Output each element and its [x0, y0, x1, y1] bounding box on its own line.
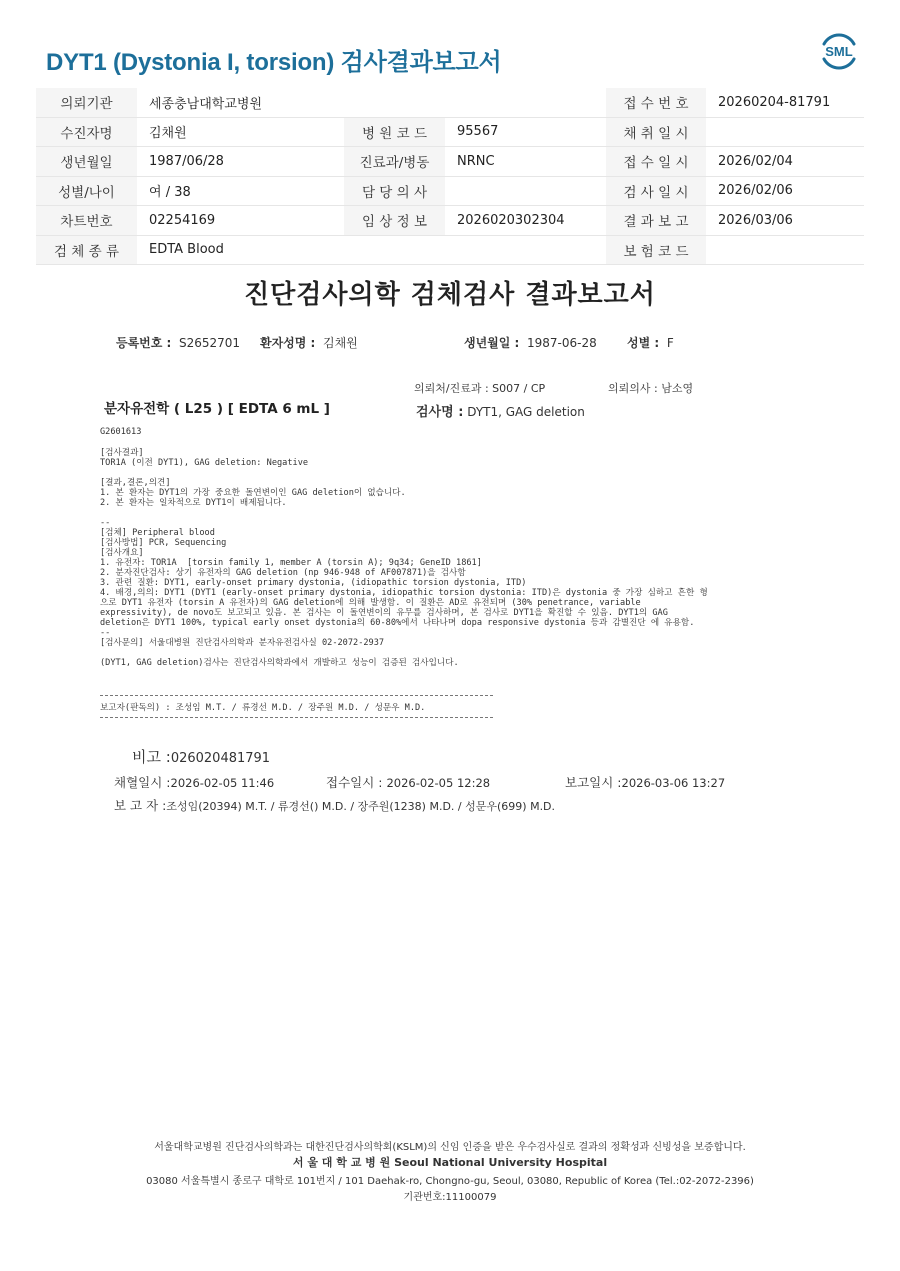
info-label: 접 수 일 시 [606, 147, 706, 177]
report-datetime: 보고일시 :2026-03-06 13:27 [565, 775, 726, 790]
info-label: 진료과/병동 [344, 147, 445, 177]
body-line: 1. 유전자: TOR1A [torsin family 1, member A (torsin A); 9q34; GeneID 1861] [100, 558, 482, 568]
info-label: 검 사 일 시 [606, 176, 706, 206]
test-name: 검사명 : DYT1, GAG deletion [416, 405, 585, 420]
info-label: 결 과 보 고 [606, 206, 706, 236]
body-line: 4. 배경,의의: DYT1 (DYT1 (early-onset primary dystonia, idiopathic torsion dystonia: ITD)은 dystonia 중 가장 심하고 흔한 형 [100, 588, 708, 598]
info-value: 20260204-81791 [706, 88, 864, 117]
info-value: 2026020302304 [445, 206, 606, 236]
sml-logo [818, 30, 860, 72]
footer-address: 03080 서울특별시 종로구 대학로 101번지 / 101 Daehak-ro, Chongno-gu, Seoul, 03080, Republic of Korea (Tel.:02-2072-2396) [146, 1176, 754, 1187]
body-line: [검체] Peripheral blood [100, 528, 215, 538]
referring-doctor: 의뢰의사 : 남소영 [608, 382, 694, 395]
info-label: 임 상 정 보 [344, 206, 445, 236]
collection-datetime: 채혈일시 :2026-02-05 11:46 [114, 775, 275, 790]
info-label: 담 당 의 사 [344, 176, 445, 206]
birth-date: 생년월일 : 1987-06-28 [464, 336, 597, 350]
info-label [344, 88, 445, 117]
svg-text:SML: SML [825, 44, 853, 59]
info-label: 보 험 코 드 [606, 235, 706, 265]
info-label: 병 원 코 드 [344, 117, 445, 147]
info-value: EDTA Blood [137, 235, 344, 265]
info-value [445, 176, 606, 206]
info-value: 세종충남대학교병원 [137, 88, 344, 117]
info-row [36, 88, 864, 117]
info-label: 수진자명 [36, 117, 137, 147]
info-row [36, 235, 864, 265]
reporter-line: 보 고 자 :조성임(20394) M.T. / 류경선() M.D. / 장주원(1238) M.D. / 성문우(699) M.D. [114, 798, 556, 813]
body-line: 으로 DYT1 유전자 (torsin A 유전자)의 GAG deletion에 의해 발생함. 이 질환은 AD로 유전되며 (30% penetrance, variable [100, 598, 641, 608]
registration-number: 등록번호 : S2652701 [116, 336, 241, 350]
info-value [445, 88, 606, 117]
divider-bottom [100, 717, 493, 718]
info-label [344, 235, 445, 265]
info-label: 검 체 종 류 [36, 235, 137, 265]
info-row [36, 206, 864, 236]
info-value: 95567 [445, 117, 606, 147]
info-value: 2026/03/06 [706, 206, 864, 236]
reporters-line: 보고자(판독의) : 조성임 M.T. / 류경선 M.D. / 장주원 M.D. / 성문우 M.D. [100, 703, 426, 713]
report-title: 진단검사의학 검체검사 결과보고서 [244, 280, 656, 310]
info-row [36, 176, 864, 206]
body-line: expressivity), de novo도 보고되고 있음. 본 검사는 이 돌연변이의 유무를 검사하며, 본 검사로 DYT1을 확진할 수 있음. DYT1의 GAG [100, 608, 668, 618]
info-value [706, 235, 864, 265]
sample-id: G2601613 [100, 427, 142, 437]
info-value: 2026/02/04 [706, 147, 864, 177]
info-label: 의뢰기관 [36, 88, 137, 117]
body-line: [검사방법] PCR, Sequencing [100, 538, 227, 548]
body-line: -- [100, 628, 111, 638]
info-value: 02254169 [137, 206, 344, 236]
receipt-datetime: 접수일시 : 2026-02-05 12:28 [326, 775, 491, 790]
body-line: 1. 본 환자는 DYT1의 가장 중요한 돌연변이인 GAG deletion이 없습니다. [100, 488, 406, 498]
info-row [36, 147, 864, 177]
body-line: [검사결과] [100, 448, 144, 458]
info-value: 2026/02/06 [706, 176, 864, 206]
body-line: deletion은 DYT1 100%, typical early onset dystonia의 60-80%에서 나타나며 dopa responsive dystonia 등과 감별진단 에 유용함. [100, 618, 695, 628]
footer-hospital-name: 서 울 대 학 교 병 원 Seoul National University Hospital [292, 1156, 608, 1169]
info-label: 생년월일 [36, 147, 137, 177]
body-line: 2. 본 환자는 일차적으로 DYT1이 배제됩니다. [100, 498, 287, 508]
info-value [706, 117, 864, 147]
info-row [36, 117, 864, 147]
remark: 비고 :026020481791 [132, 748, 271, 766]
body-line: 3. 관련 질환: DYT1, early-onset primary dystonia, (idiopathic torsion dystonia, ITD) [100, 578, 527, 588]
info-label: 접 수 번 호 [606, 88, 706, 117]
referral-dept: 의뢰처/진료과 : S007 / CP [414, 382, 546, 395]
footer-certification: 서울대학교병원 진단검사의학과는 대한진단검사의학회(KSLM)의 신임 인증을 받은 우수검사실로 결과의 정확성과 신빙성을 보증합니다. [154, 1142, 746, 1153]
patient-sex: 성별 : F [627, 336, 674, 350]
body-line [100, 648, 708, 658]
result-body [100, 448, 708, 668]
info-value: 1987/06/28 [137, 147, 344, 177]
info-value: 여 / 38 [137, 176, 344, 206]
body-line [100, 508, 708, 518]
info-value: NRNC [445, 147, 606, 177]
body-line: (DYT1, GAG deletion)검사는 진단검사의학과에서 개발하고 성능이 검증된 검사입니다. [100, 658, 459, 668]
info-value [445, 235, 606, 265]
body-line [100, 468, 708, 478]
info-label: 차트번호 [36, 206, 137, 236]
patient-info-table [36, 88, 864, 265]
body-line: -- [100, 518, 111, 528]
body-line: [결과,결론,의견] [100, 478, 171, 488]
section-heading: 분자유전학 ( L25 ) [ EDTA 6 mL ] [104, 401, 330, 417]
body-line: [검사개요] [100, 548, 144, 558]
document-title: DYT1 (Dystonia I, torsion) 검사결과보고서 [46, 49, 502, 76]
info-label: 채 취 일 시 [606, 117, 706, 147]
info-value: 김채원 [137, 117, 344, 147]
body-line: [검사문의] 서울대병원 진단검사의학과 분자유전검사실 02-2072-2937 [100, 638, 385, 648]
body-line: TOR1A (이전 DYT1), GAG deletion: Negative [100, 458, 309, 468]
body-line: 2. 분자진단검사: 상기 유전자의 GAG deletion (np 946-948 of AF007871)을 검사함 [100, 568, 466, 578]
divider-top [100, 695, 493, 696]
footer-institution-code: 기관번호:11100079 [403, 1192, 497, 1203]
patient-name: 환자성명 : 김채원 [260, 336, 358, 350]
info-label: 성별/나이 [36, 176, 137, 206]
